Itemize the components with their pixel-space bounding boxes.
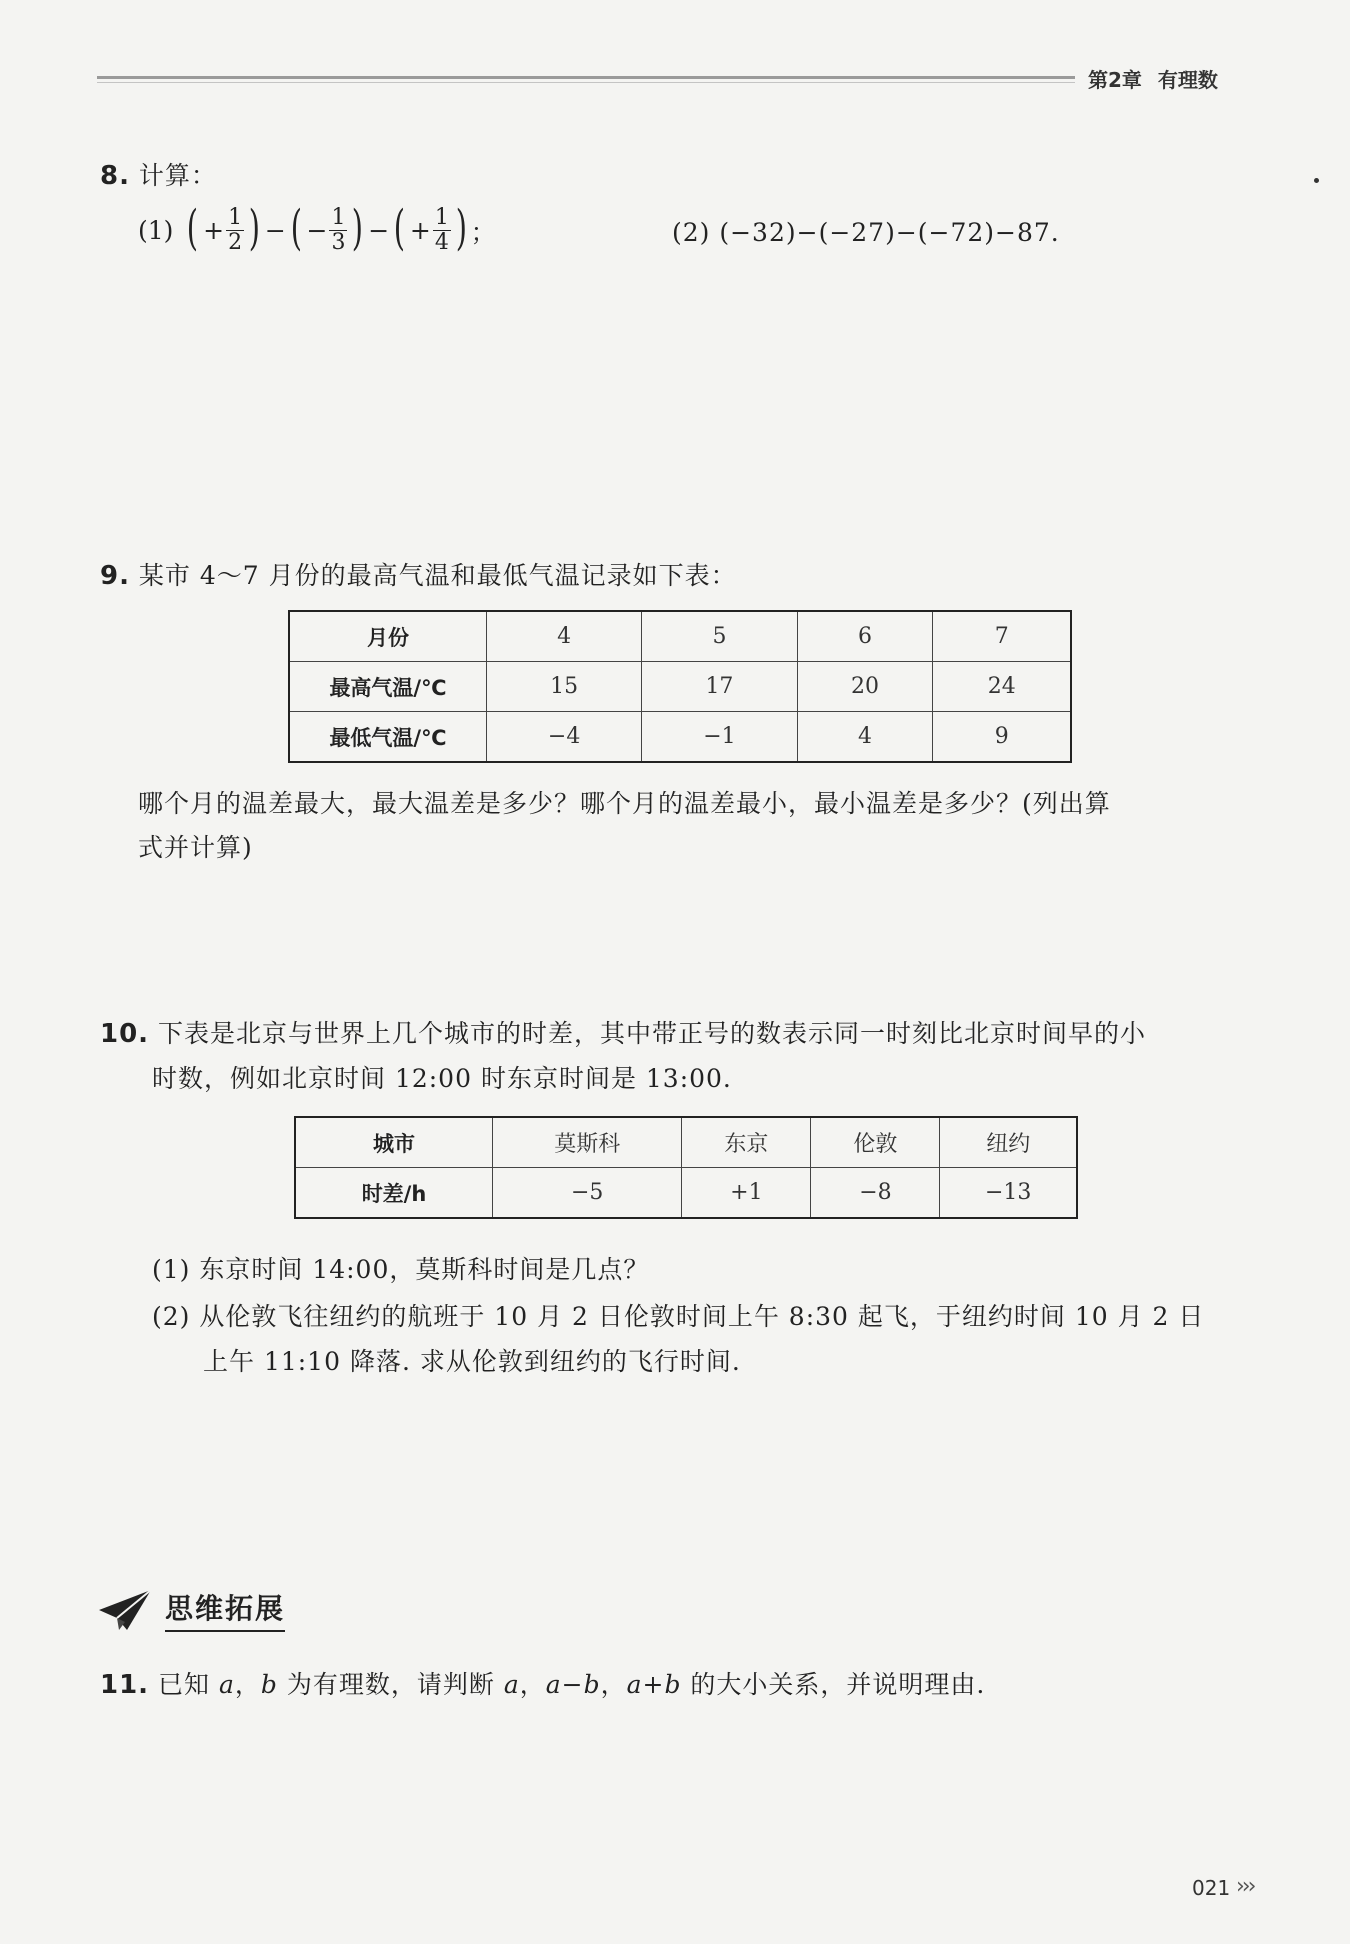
header-rule-thin: [97, 82, 1075, 83]
page-arrows: ›››: [1236, 1874, 1254, 1899]
question-11-number: 11.: [100, 1670, 150, 1700]
q8-part1-expression: (1) ( + $\frac{1}{2}$ ) − ( − $\frac{1}{3}$ ) − ( + $\frac{1}{4}$ ) ；: [138, 199, 496, 256]
section-title: 思维拓展: [165, 1587, 285, 1632]
question-9-heading: [100, 556, 737, 592]
question-10-sub2-line2: 上午 11:10 降落. 求从伦敦到纽约的飞行时间.: [203, 1347, 741, 1376]
question-10-prompt-line2: 时数，例如北京时间 12:00 时东京时间是 13:00.: [152, 1064, 732, 1093]
chapter-number: 第2章: [1088, 68, 1142, 92]
question-8-prompt: 计算：: [138, 161, 217, 190]
fraction-3: $\frac{1}{4}$: [434, 205, 449, 256]
question-10-prompt-line1: 下表是北京与世界上几个城市的时差，其中带正号的数表示同一时刻比北京时间早的小: [158, 1019, 1147, 1048]
question-11: 11. 已知 a，b 为有理数，请判断 a，a−b，a+b 的大小关系，并说明理由.: [100, 1670, 986, 1700]
temperature-table: [288, 610, 1072, 763]
chapter-heading: [1088, 64, 1218, 93]
paper-plane-icon: [97, 1588, 153, 1632]
header-rule: [97, 76, 1075, 79]
question-9-text-line2: 式并计算): [138, 833, 253, 862]
fraction-2: $\frac{1}{3}$: [331, 205, 346, 256]
table-row: 城市 莫斯科 东京 伦敦 纽约: [295, 1117, 1077, 1168]
table-row: 时差/h −5 +1 −8 −13: [295, 1168, 1077, 1219]
section-banner: [97, 1587, 285, 1632]
q8-part2-expression: (2) (−32)−(−27)−(−72)−87.: [672, 218, 1060, 247]
margin-dot: [1314, 178, 1319, 183]
time-difference-table: [294, 1116, 1078, 1219]
question-9-prompt: 某市 4～7 月份的最高气温和最低气温记录如下表：: [138, 561, 737, 590]
question-10-sub1: (1) 东京时间 14:00，莫斯科时间是几点？: [152, 1255, 650, 1284]
page-number: 021: [1192, 1876, 1231, 1900]
chapter-title: 有理数: [1157, 68, 1218, 92]
question-9-number: 9.: [100, 561, 130, 591]
question-8-heading: [100, 156, 217, 192]
question-10-heading: [100, 1014, 1146, 1050]
question-10-sub2-line1: (2) 从伦敦飞往纽约的航班于 10 月 2 日伦敦时间上午 8:30 起飞，于纽约时间 10 月 2 日: [152, 1302, 1205, 1331]
question-10-number: 10.: [100, 1019, 150, 1049]
table-row: 最高气温/℃ 15 17 20 24: [289, 662, 1071, 712]
fraction-1: $\frac{1}{2}$: [228, 205, 243, 256]
table-row: 最低气温/℃ −4 −1 4 9: [289, 712, 1071, 763]
table-row: 月份 4 5 6 7: [289, 611, 1071, 662]
q8-part1-label: (1): [138, 216, 174, 246]
question-8-number: 8.: [100, 161, 130, 191]
question-9-text-line1: 哪个月的温差最大，最大温差是多少？哪个月的温差最小，最小温差是多少？(列出算: [138, 789, 1111, 818]
